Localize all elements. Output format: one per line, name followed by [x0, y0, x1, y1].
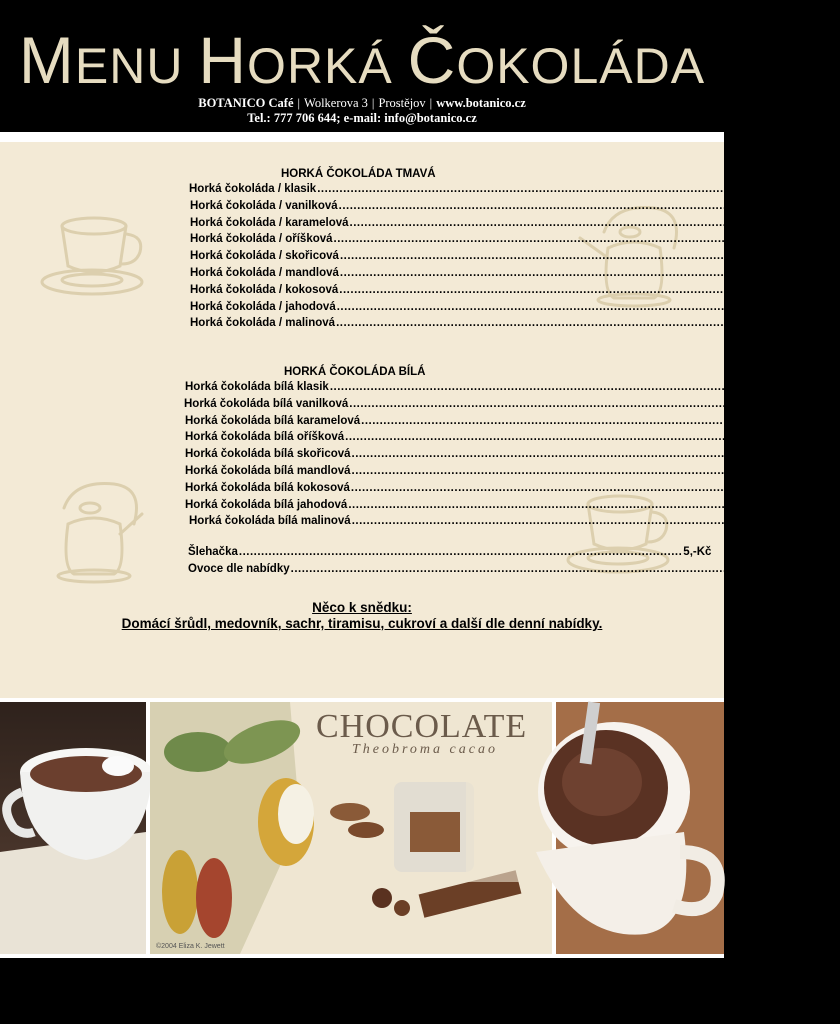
leader-dots: ........................................................................................................................: [345, 431, 789, 444]
leader-dots: ........................................................................................................................: [336, 317, 780, 330]
footer-bar: [0, 958, 724, 1024]
menu-item-row: [190, 283, 819, 300]
leader-dots: ........................................................................................................................: [351, 515, 796, 528]
menu-item-price: 39,-Kč: [795, 448, 831, 461]
leader-dots: ........................................................................................................................: [338, 199, 783, 212]
menu-item-row: [189, 183, 800, 199]
menu-item-price: 39,-Kč: [784, 267, 819, 279]
menu-item-name: Horká čokoláda / oříšková: [190, 233, 333, 246]
cafe-contact: Tel.: 777 706 644; e-mail: info@botanico.cz: [247, 111, 477, 125]
menu-item-row: [190, 233, 813, 249]
menu-item-price: 39,-Kč: [780, 317, 816, 330]
leader-dots: ........................................................................................................................: [238, 546, 683, 558]
title-word-horka: HORKÁ: [198, 23, 408, 97]
cafe-street: Wolkerova 3: [304, 96, 368, 110]
menu-item-name: Horká čokoláda / skořicová: [190, 250, 339, 263]
menu-item-price: 39,-Kč: [774, 381, 809, 393]
chocolate-illustration: [150, 702, 552, 954]
menu-item-name: Horká čokoláda bílá kokosová: [185, 481, 350, 494]
leader-dots: ........................................................................................................................: [361, 414, 805, 427]
menu-item-price: 39,- Kč: [761, 183, 800, 195]
leader-dots: ........................................................................................................................: [349, 216, 793, 229]
menu-item-row: [185, 465, 831, 481]
leader-dots: ........................................................................................................................: [333, 233, 777, 246]
menu-item-price: 39,-Kč: [777, 233, 813, 246]
menu-item-row: [190, 317, 816, 333]
menu-title: [0, 22, 724, 98]
menu-item-row: [190, 250, 819, 266]
menu-item-row: [184, 397, 829, 414]
menu-item-row: [190, 300, 816, 317]
leader-dots: ........................................................................................................................: [348, 498, 792, 511]
menu-item-name: Horká čokoláda / jahodová: [190, 300, 336, 313]
leader-dots: ........................................................................................................................: [339, 267, 784, 279]
illustration-subtitle: Theobroma cacao: [352, 742, 498, 757]
menu-item-row: [189, 515, 831, 531]
menu-item-row: [185, 381, 809, 397]
menu-item-price: 39,-Kč: [796, 515, 831, 528]
menu-item-price: 39,-Kč: [793, 397, 829, 410]
menu-item-row: [190, 199, 818, 216]
cafe-address-line: BOTANICO Café | Wolkerova 3 | Prostějov | www.botanico.cz: [198, 96, 526, 110]
menu-item-row: [185, 414, 840, 431]
illustration-title: CHOCOLATE: [316, 708, 528, 745]
menu-item-name: Horká čokoláda bílá jahodová: [185, 498, 348, 511]
menu-item-price: 39,-Kč: [795, 481, 830, 494]
cafe-website: www.botanico.cz: [436, 96, 526, 110]
menu-item-row: [185, 481, 830, 498]
section-title-white: HORKÁ ČOKOLÁDA BÍLÁ: [284, 366, 426, 378]
teapot-sketch-icon: [34, 478, 146, 586]
title-word-menu: MENU: [18, 23, 199, 97]
menu-item-price: 39,-Kč: [805, 414, 840, 427]
hot-chocolate-cup-photo: [0, 702, 146, 954]
leader-dots: ........................................................................................................................: [317, 183, 761, 195]
illustration-copyright: ©2004 Eliza K. Jewett: [156, 943, 225, 950]
menu-item-name: Horká čokoláda / kokosová: [190, 283, 339, 296]
menu-item-row: [190, 267, 819, 283]
menu-item-price: 15,-Kč: [735, 562, 770, 575]
menu-item-name: Horká čokoláda bílá klasik: [185, 381, 329, 393]
leader-dots: ........................................................................................................................: [290, 562, 735, 575]
title-word-cokolada: ČOKOLÁDA: [407, 23, 706, 97]
leader-dots: ........................................................................................................................: [336, 300, 781, 313]
menu-item-price: 39,-Kč: [793, 216, 829, 229]
menu-item-name: Horká čokoláda / malinová: [190, 317, 336, 330]
menu-item-name: Horká čokoláda / mandlová: [190, 267, 339, 279]
menu-item-name: Horká čokoláda / klasik: [189, 183, 317, 195]
cafe-name: BOTANICO Café: [198, 96, 294, 110]
menu-item-price: 39,-Kč: [792, 498, 828, 511]
photo-strip: [0, 698, 724, 958]
menu-item-name: Horká čokoláda bílá malinová: [189, 515, 351, 528]
menu-item-row: [185, 498, 828, 515]
menu-item-row: [185, 448, 831, 464]
menu-item-name: Horká čokoláda bílá vanilková: [184, 397, 349, 410]
menu-item-price: 39,-Kč: [789, 431, 825, 444]
menu-item-price: 39,-Kč: [795, 465, 831, 477]
menu-panel: [0, 132, 840, 698]
menu-item-name: Horká čokoláda bílá karamelová: [185, 414, 361, 427]
menu-item-name: Horká čokoláda / karamelová: [190, 216, 349, 229]
leader-dots: ........................................................................................................................: [350, 481, 795, 494]
coffee-cup-photo: [556, 702, 724, 954]
leader-dots: ........................................................................................................................: [349, 397, 793, 410]
menu-item-name: Horká čokoláda bílá oříšková: [185, 431, 345, 444]
snack-description: Domácí šrůdl, medovník, sachr, tiramisu, cukroví a další dle denní nabídky.: [121, 616, 603, 631]
menu-item-row: [185, 431, 825, 447]
section-title-dark: HORKÁ ČOKOLÁDA TMAVÁ: [281, 168, 436, 180]
leader-dots: ........................................................................................................................: [351, 465, 795, 477]
menu-item-price: 39,-Kč: [781, 300, 816, 313]
snack-heading: Něco k snědku:: [312, 600, 412, 615]
menu-item-row: [188, 546, 712, 562]
menu-item-row: [188, 562, 770, 579]
menu-item-price: 5,-Kč: [683, 546, 712, 558]
menu-item-row: [190, 216, 829, 233]
menu-item-name: Horká čokoláda bílá skořicová: [185, 448, 351, 461]
cafe-city: Prostějov: [378, 96, 426, 110]
leader-dots: ........................................................................................................................: [339, 250, 784, 263]
menu-item-price: 39,-Kč: [783, 283, 819, 296]
leader-dots: ........................................................................................................................: [329, 381, 774, 393]
menu-item-name: Ovoce dle nabídky: [188, 562, 290, 575]
menu-item-price: 39,-Kč: [783, 199, 818, 212]
menu-item-name: Šlehačka: [188, 546, 238, 558]
menu-header: [0, 0, 724, 132]
menu-item-name: Horká čokoláda / vanilková: [190, 199, 338, 212]
leader-dots: ........................................................................................................................: [351, 448, 795, 461]
menu-item-name: Horká čokoláda bílá mandlová: [185, 465, 351, 477]
leader-dots: ........................................................................................................................: [339, 283, 783, 296]
menu-item-price: 39,-Kč: [784, 250, 819, 263]
cup-sketch-icon: [38, 214, 150, 306]
